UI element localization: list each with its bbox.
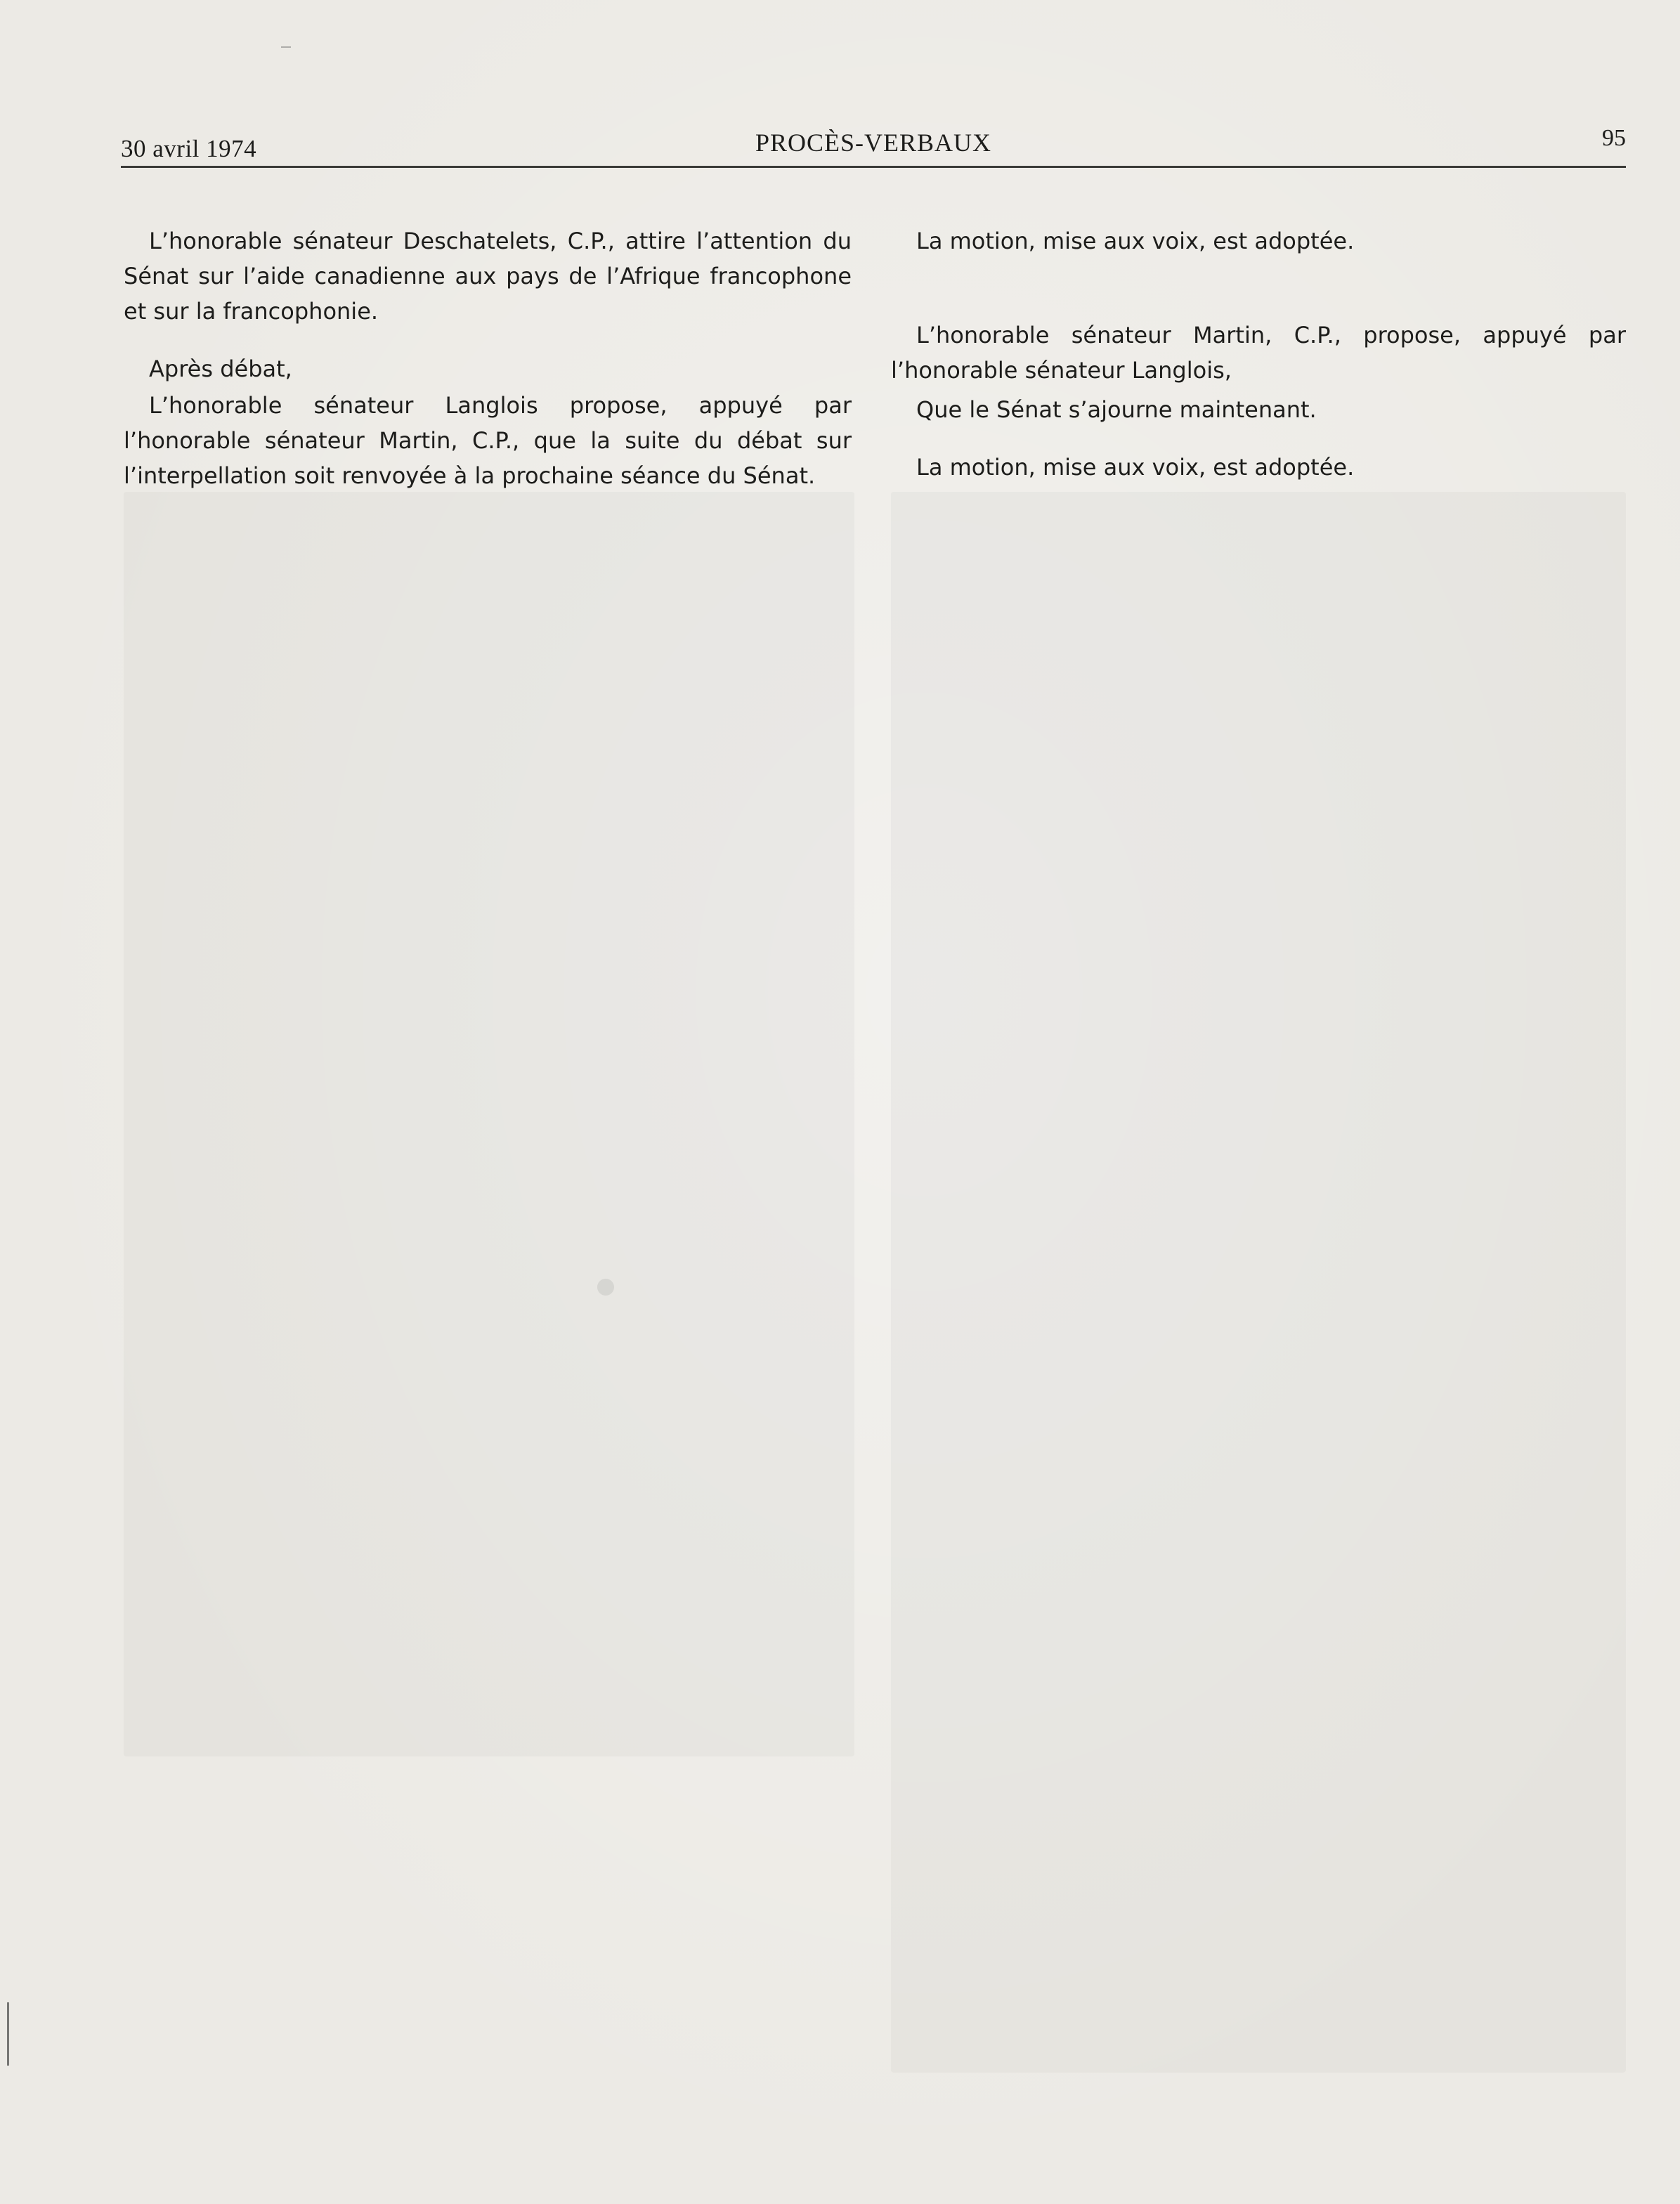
paragraph-interpellation: L’honorable sénateur Deschatelets, C.P., attire l’attention du Sénat sur l’aide canadienne aux pays de l’Afrique francophone et sur la francophonie. — [124, 228, 852, 325]
paragraph-martin-motion: L’honorable sénateur Martin, C.P., propose, appuyé par l’honorable sénateur Langlois, — [891, 322, 1626, 384]
bleed-through-block-left — [124, 492, 854, 1756]
paragraph-adjourn: Que le Sénat s’ajourne maintenant. — [916, 396, 1317, 423]
right-column — [891, 223, 1626, 485]
page-number: 95 — [1602, 125, 1626, 151]
paragraph-motion-adopted-2: La motion, mise aux voix, est adoptée. — [916, 454, 1355, 481]
header-title: PROCÈS-VERBAUX — [755, 129, 992, 157]
binding-edge-mark — [7, 2002, 9, 2066]
paper-speck — [281, 46, 291, 48]
paper-speck — [597, 1279, 614, 1296]
left-column — [124, 223, 852, 493]
paragraph-after-debate: Après débat, — [149, 356, 292, 382]
header-date: 30 avril 1974 — [121, 135, 257, 162]
paragraph-motion-adopted-1: La motion, mise aux voix, est adoptée. — [916, 228, 1355, 254]
paragraph-langlois-motion: L’honorable sénateur Langlois propose, appuyé par l’honorable sénateur Martin, C.P., que la suite du débat sur l’interpellation soit renvoyée à la prochaine séance du Sénat. — [124, 392, 852, 489]
running-head — [121, 125, 1626, 160]
bleed-through-block-right — [891, 492, 1626, 2073]
header-rule — [121, 166, 1626, 168]
